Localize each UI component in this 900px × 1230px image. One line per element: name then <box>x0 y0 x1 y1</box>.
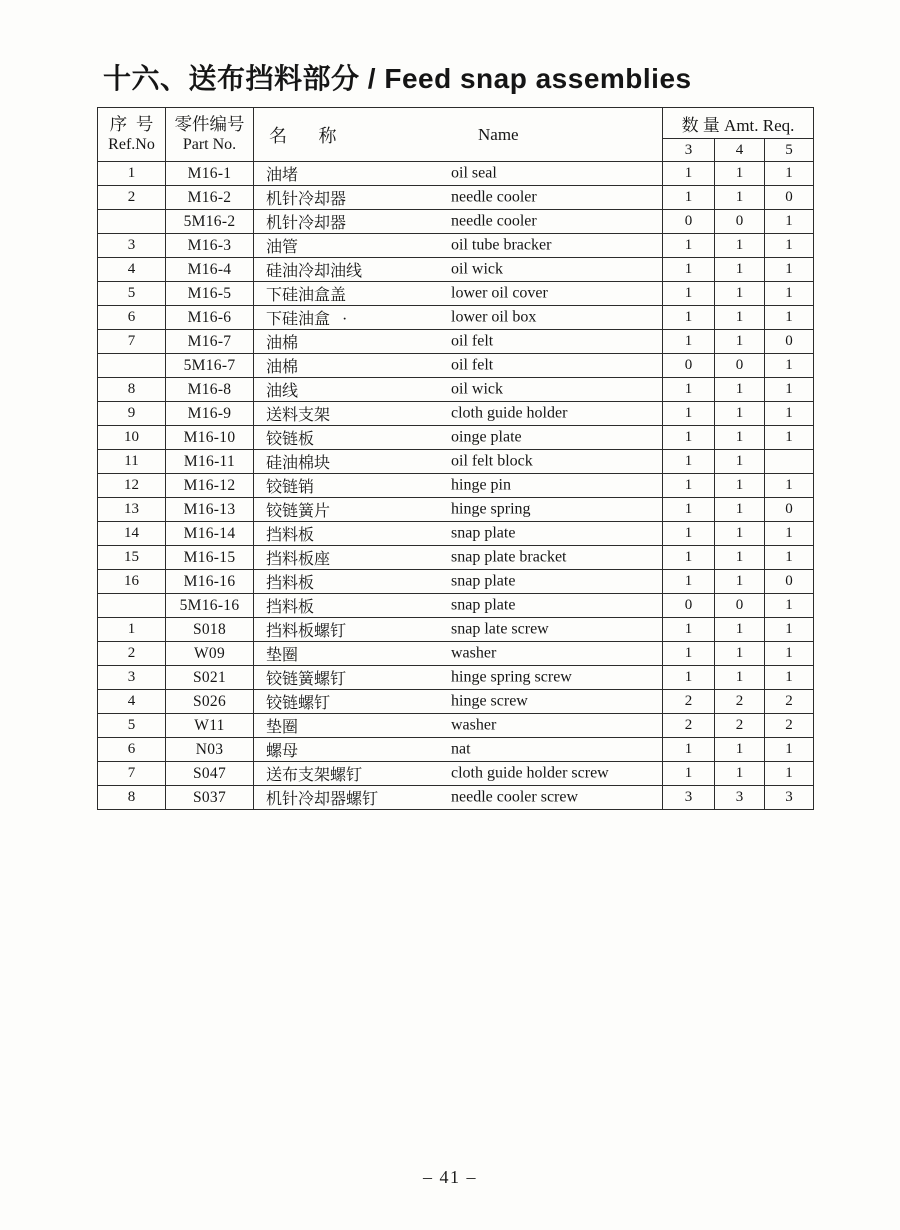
part-no-cell: M16-2 <box>166 186 254 210</box>
part-no-cell: M16-10 <box>166 426 254 450</box>
ref-no-cell: 11 <box>98 450 166 474</box>
qty-5-cell: 1 <box>765 522 814 546</box>
qty-4-cell: 2 <box>715 714 765 738</box>
name-chinese: 油管 <box>266 239 299 256</box>
table-row <box>98 186 814 210</box>
table-row <box>98 618 814 642</box>
table-header <box>98 108 814 162</box>
name-chinese: 挡料板 <box>266 575 315 592</box>
col-header-ref-en: Ref.No <box>108 136 155 154</box>
qty-4-cell: 1 <box>715 570 765 594</box>
name-english: nat <box>451 740 471 758</box>
name-chinese: 铰链簧螺钉 <box>266 671 347 688</box>
name-chinese: 送布支架螺钉 <box>266 767 363 784</box>
col-header-qty-4: 4 <box>715 139 765 162</box>
table-body <box>98 162 814 810</box>
qty-5-cell: 0 <box>765 186 814 210</box>
ref-no-cell: 1 <box>98 162 166 186</box>
name-cell <box>254 210 663 234</box>
part-no-cell: M16-3 <box>166 234 254 258</box>
qty-3-cell: 1 <box>663 402 715 426</box>
name-english: oinge plate <box>451 428 522 446</box>
table-row <box>98 354 814 378</box>
ref-no-cell <box>98 594 166 618</box>
name-chinese: 机针冷却器螺钉 <box>266 791 379 808</box>
ref-no-cell: 4 <box>98 690 166 714</box>
col-header-part <box>166 108 254 162</box>
name-english: snap plate bracket <box>451 548 567 566</box>
ref-no-cell: 8 <box>98 786 166 810</box>
name-english: washer <box>451 716 497 734</box>
ref-no-cell: 6 <box>98 306 166 330</box>
qty-3-cell: 1 <box>663 546 715 570</box>
name-chinese: 硅油棉块 <box>266 455 331 472</box>
part-no-cell: N03 <box>166 738 254 762</box>
qty-4-cell: 0 <box>715 354 765 378</box>
table-row <box>98 762 814 786</box>
qty-5-cell: 0 <box>765 498 814 522</box>
table-row <box>98 594 814 618</box>
table-row <box>98 162 814 186</box>
name-english: needle cooler <box>451 188 537 206</box>
qty-4-cell: 1 <box>715 378 765 402</box>
name-cell <box>254 186 663 210</box>
col-header-part-cn: 零件编号 <box>174 114 245 135</box>
part-no-cell: M16-11 <box>166 450 254 474</box>
col-header-ref <box>98 108 166 162</box>
qty-4-cell: 1 <box>715 258 765 282</box>
name-cell <box>254 450 663 474</box>
qty-5-cell: 1 <box>765 594 814 618</box>
table-row <box>98 402 814 426</box>
name-english: snap plate <box>451 572 516 590</box>
table-row <box>98 546 814 570</box>
name-cell <box>254 354 663 378</box>
ref-no-cell: 3 <box>98 234 166 258</box>
qty-5-cell: 1 <box>765 546 814 570</box>
table-row <box>98 498 814 522</box>
qty-4-cell: 1 <box>715 498 765 522</box>
qty-3-cell: 1 <box>663 426 715 450</box>
part-no-cell: M16-1 <box>166 162 254 186</box>
name-english: snap late screw <box>451 620 549 638</box>
name-english: oil wick <box>451 380 503 398</box>
ref-no-cell <box>98 210 166 234</box>
name-cell <box>254 426 663 450</box>
name-chinese: 铰链簧片 <box>266 503 331 520</box>
table-row <box>98 738 814 762</box>
qty-3-cell: 1 <box>663 666 715 690</box>
part-no-cell: W09 <box>166 642 254 666</box>
qty-3-cell: 1 <box>663 762 715 786</box>
name-cell <box>254 306 663 330</box>
part-no-cell: W11 <box>166 714 254 738</box>
qty-5-cell: 1 <box>765 354 814 378</box>
name-cell <box>254 378 663 402</box>
ref-no-cell: 16 <box>98 570 166 594</box>
col-header-ref-cn: 序 号 <box>109 114 154 135</box>
qty-5-cell: 1 <box>765 210 814 234</box>
qty-5-cell: 2 <box>765 714 814 738</box>
qty-3-cell: 1 <box>663 258 715 282</box>
qty-3-cell: 1 <box>663 234 715 258</box>
qty-4-cell: 1 <box>715 522 765 546</box>
part-no-cell: M16-14 <box>166 522 254 546</box>
ref-no-cell <box>98 354 166 378</box>
part-no-cell: M16-5 <box>166 282 254 306</box>
ref-no-cell: 13 <box>98 498 166 522</box>
table-row <box>98 258 814 282</box>
table-row <box>98 522 814 546</box>
qty-5-cell: 1 <box>765 282 814 306</box>
ref-no-cell: 8 <box>98 378 166 402</box>
name-english: lower oil cover <box>451 284 548 302</box>
ref-no-cell: 5 <box>98 282 166 306</box>
qty-3-cell: 1 <box>663 474 715 498</box>
part-no-cell: M16-13 <box>166 498 254 522</box>
qty-4-cell: 1 <box>715 402 765 426</box>
name-chinese: 铰链销 <box>266 479 315 496</box>
qty-4-cell: 1 <box>715 306 765 330</box>
page-number: – 41 – <box>423 1167 477 1187</box>
table-row <box>98 378 814 402</box>
name-chinese: 挡料板座 <box>266 551 331 568</box>
table-row <box>98 234 814 258</box>
qty-5-cell: 1 <box>765 618 814 642</box>
table-row <box>98 474 814 498</box>
part-no-cell: M16-9 <box>166 402 254 426</box>
qty-3-cell: 1 <box>663 618 715 642</box>
name-cell <box>254 162 663 186</box>
name-chinese: 油棉 <box>266 359 299 376</box>
qty-3-cell: 2 <box>663 714 715 738</box>
name-chinese: 油堵 <box>266 167 299 184</box>
qty-4-cell: 2 <box>715 690 765 714</box>
name-english: oil wick <box>451 260 503 278</box>
qty-4-cell: 1 <box>715 546 765 570</box>
name-english: hinge screw <box>451 692 528 710</box>
col-header-part-en: Part No. <box>182 136 237 154</box>
qty-4-cell: 1 <box>715 450 765 474</box>
name-chinese: 垫圈 <box>266 719 299 736</box>
name-cell <box>254 738 663 762</box>
part-no-cell: S021 <box>166 666 254 690</box>
col-header-name <box>254 108 663 162</box>
name-cell <box>254 786 663 810</box>
table-row <box>98 282 814 306</box>
name-chinese: 下硅油盒盖 <box>266 287 347 304</box>
name-chinese: 挡料板 <box>266 527 315 544</box>
name-chinese: 挡料板 <box>266 599 315 616</box>
qty-3-cell: 1 <box>663 378 715 402</box>
name-cell <box>254 570 663 594</box>
ref-no-cell: 15 <box>98 546 166 570</box>
name-cell <box>254 546 663 570</box>
qty-5-cell: 1 <box>765 426 814 450</box>
qty-5-cell: 1 <box>765 402 814 426</box>
table-row <box>98 570 814 594</box>
name-cell <box>254 282 663 306</box>
qty-5-cell: 1 <box>765 258 814 282</box>
page-title: 十六、送布挡料部分 / Feed snap assemblies <box>103 63 692 94</box>
qty-4-cell: 1 <box>715 642 765 666</box>
part-no-cell: 5M16-7 <box>166 354 254 378</box>
col-header-name-cn: 名 称 <box>269 125 337 146</box>
qty-3-cell: 1 <box>663 330 715 354</box>
name-chinese: 螺母 <box>266 743 299 760</box>
table-row <box>98 330 814 354</box>
part-no-cell: S026 <box>166 690 254 714</box>
qty-4-cell: 1 <box>715 234 765 258</box>
qty-3-cell: 3 <box>663 786 715 810</box>
qty-5-cell: 1 <box>765 474 814 498</box>
qty-4-cell: 1 <box>715 162 765 186</box>
table-row <box>98 450 814 474</box>
qty-5-cell: 1 <box>765 162 814 186</box>
qty-3-cell: 0 <box>663 594 715 618</box>
qty-3-cell: 1 <box>663 450 715 474</box>
name-cell <box>254 498 663 522</box>
name-chinese: 油棉 <box>266 335 299 352</box>
table-row <box>98 306 814 330</box>
name-english: hinge spring screw <box>451 668 572 686</box>
name-english: cloth guide holder <box>451 404 568 422</box>
name-cell <box>254 474 663 498</box>
table-row <box>98 210 814 234</box>
table-row <box>98 690 814 714</box>
qty-4-cell: 1 <box>715 474 765 498</box>
name-english: cloth guide holder screw <box>451 764 609 782</box>
qty-4-cell: 1 <box>715 762 765 786</box>
name-cell <box>254 330 663 354</box>
name-chinese: 机针冷却器 <box>266 215 347 232</box>
part-no-cell: M16-4 <box>166 258 254 282</box>
qty-5-cell: 1 <box>765 666 814 690</box>
name-english: hinge pin <box>451 476 511 494</box>
qty-5-cell: 1 <box>765 378 814 402</box>
col-header-qty-3: 3 <box>663 139 715 162</box>
part-no-cell: S037 <box>166 786 254 810</box>
name-cell <box>254 690 663 714</box>
ref-no-cell: 2 <box>98 642 166 666</box>
name-english: oil tube bracker <box>451 236 552 254</box>
qty-3-cell: 1 <box>663 522 715 546</box>
name-english: oil seal <box>451 164 497 182</box>
qty-4-cell: 0 <box>715 210 765 234</box>
qty-3-cell: 0 <box>663 210 715 234</box>
qty-3-cell: 2 <box>663 690 715 714</box>
part-no-cell: M16-12 <box>166 474 254 498</box>
qty-3-cell: 1 <box>663 498 715 522</box>
name-cell <box>254 666 663 690</box>
name-english: oil felt <box>451 332 494 350</box>
name-chinese: 垫圈 <box>266 647 299 664</box>
table-row <box>98 426 814 450</box>
qty-3-cell: 1 <box>663 186 715 210</box>
name-cell <box>254 594 663 618</box>
part-no-cell: S018 <box>166 618 254 642</box>
name-chinese: 挡料板螺钉 <box>266 623 347 640</box>
table-row <box>98 642 814 666</box>
name-english: hinge spring <box>451 500 531 518</box>
ref-no-cell: 10 <box>98 426 166 450</box>
qty-5-cell: 1 <box>765 762 814 786</box>
part-no-cell: M16-6 <box>166 306 254 330</box>
qty-5-cell: 1 <box>765 234 814 258</box>
qty-3-cell: 1 <box>663 570 715 594</box>
col-header-qty: 数 量 Amt. Req. <box>663 108 814 139</box>
ref-no-cell: 7 <box>98 330 166 354</box>
name-cell <box>254 714 663 738</box>
table-row <box>98 666 814 690</box>
qty-5-cell: 1 <box>765 642 814 666</box>
name-chinese: 油线 <box>266 383 299 400</box>
qty-3-cell: 1 <box>663 306 715 330</box>
name-english: oil felt block <box>451 452 533 470</box>
name-chinese: 铰链板 <box>266 431 315 448</box>
part-no-cell: M16-15 <box>166 546 254 570</box>
name-cell <box>254 258 663 282</box>
part-no-cell: S047 <box>166 762 254 786</box>
ref-no-cell: 1 <box>98 618 166 642</box>
qty-4-cell: 1 <box>715 282 765 306</box>
table-row <box>98 714 814 738</box>
qty-3-cell: 1 <box>663 282 715 306</box>
col-header-name-en: Name <box>478 124 519 144</box>
qty-3-cell: 0 <box>663 354 715 378</box>
qty-5-cell: 3 <box>765 786 814 810</box>
ref-no-cell: 7 <box>98 762 166 786</box>
parts-table <box>97 107 814 810</box>
qty-3-cell: 1 <box>663 738 715 762</box>
name-english: needle cooler screw <box>451 788 579 806</box>
qty-5-cell: 0 <box>765 330 814 354</box>
col-header-qty-5: 5 <box>765 139 814 162</box>
qty-5-cell: 2 <box>765 690 814 714</box>
name-chinese: 铰链螺钉 <box>266 695 331 712</box>
qty-4-cell: 1 <box>715 618 765 642</box>
qty-5-cell <box>765 450 814 474</box>
qty-5-cell: 1 <box>765 306 814 330</box>
qty-4-cell: 3 <box>715 786 765 810</box>
qty-4-cell: 1 <box>715 186 765 210</box>
name-cell <box>254 762 663 786</box>
ref-no-cell: 3 <box>98 666 166 690</box>
part-no-cell: M16-7 <box>166 330 254 354</box>
name-chinese: 硅油冷却油线 <box>266 263 363 280</box>
name-english: lower oil box <box>451 308 537 326</box>
part-no-cell: 5M16-16 <box>166 594 254 618</box>
name-english: needle cooler <box>451 212 537 230</box>
part-no-cell: M16-8 <box>166 378 254 402</box>
qty-4-cell: 1 <box>715 666 765 690</box>
qty-5-cell: 1 <box>765 738 814 762</box>
name-english: washer <box>451 644 497 662</box>
qty-5-cell: 0 <box>765 570 814 594</box>
qty-4-cell: 0 <box>715 594 765 618</box>
name-cell <box>254 642 663 666</box>
qty-4-cell: 1 <box>715 426 765 450</box>
qty-3-cell: 1 <box>663 642 715 666</box>
part-no-cell: 5M16-2 <box>166 210 254 234</box>
qty-4-cell: 1 <box>715 738 765 762</box>
name-english: snap plate <box>451 524 516 542</box>
name-english: oil felt <box>451 356 494 374</box>
ref-no-cell: 2 <box>98 186 166 210</box>
table-row <box>98 786 814 810</box>
name-cell <box>254 402 663 426</box>
ref-no-cell: 4 <box>98 258 166 282</box>
part-no-cell: M16-16 <box>166 570 254 594</box>
name-cell <box>254 618 663 642</box>
name-chinese: 机针冷却器 <box>266 191 347 208</box>
qty-3-cell: 1 <box>663 162 715 186</box>
name-cell <box>254 234 663 258</box>
name-chinese: 送料支架 <box>266 407 331 424</box>
name-cell <box>254 522 663 546</box>
ref-no-cell: 9 <box>98 402 166 426</box>
name-english: snap plate <box>451 596 516 614</box>
qty-4-cell: 1 <box>715 330 765 354</box>
ref-no-cell: 12 <box>98 474 166 498</box>
ref-no-cell: 14 <box>98 522 166 546</box>
ref-no-cell: 6 <box>98 738 166 762</box>
name-chinese: 下硅油盒 · <box>266 311 348 328</box>
ref-no-cell: 5 <box>98 714 166 738</box>
